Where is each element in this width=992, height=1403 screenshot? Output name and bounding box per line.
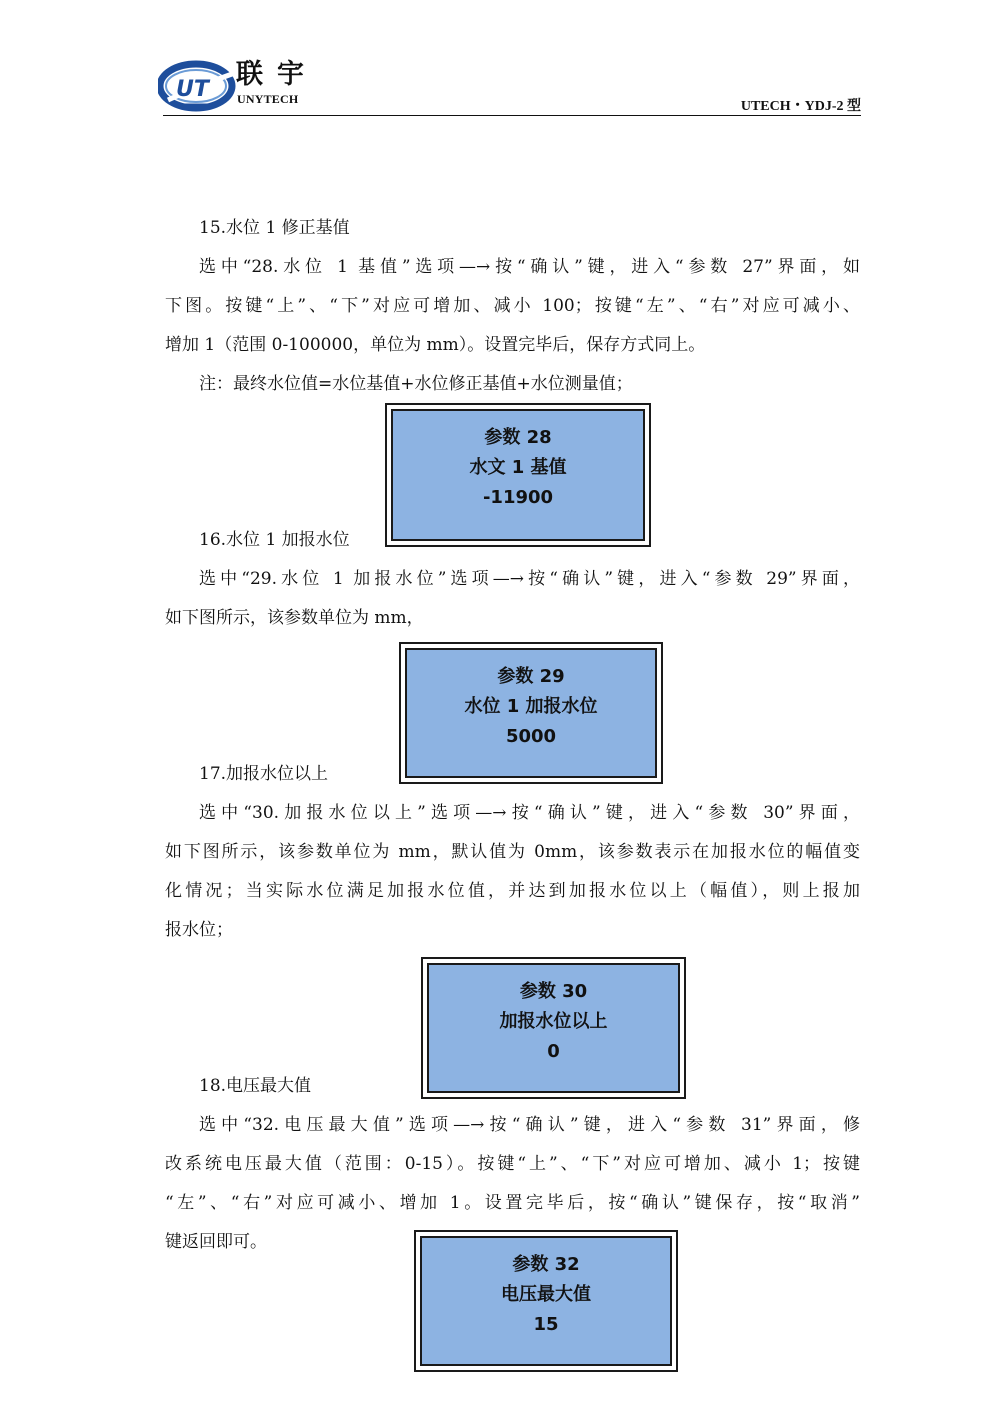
panel-title: 参数 29 bbox=[497, 666, 565, 687]
panel-display bbox=[427, 963, 680, 1093]
panel-label: 电压最大值 bbox=[501, 1284, 591, 1305]
panel-display bbox=[391, 409, 645, 541]
paragraph-line: 如下图所示，该参数单位为 mm， bbox=[165, 608, 424, 628]
parameter-panel bbox=[385, 403, 651, 547]
section-heading: 16.水位 1 加报水位 bbox=[199, 530, 350, 550]
paragraph-line: 选中“29.水位 1 加报水位”选项—→按“确认”键，进入“参数 29”界面， bbox=[199, 569, 860, 589]
model-label: UTECH・YDJ-2 型 bbox=[740, 99, 861, 114]
parameter-panel bbox=[421, 957, 686, 1099]
panel-value: 0 bbox=[547, 1041, 560, 1062]
paragraph-line: 下图。按键“上”、“下”对应可增加、减小 100；按键“左”、“右”对应可减小、 bbox=[165, 296, 860, 316]
parameter-panel bbox=[414, 1230, 678, 1372]
logo-chinese-name: 联宇 bbox=[236, 59, 318, 90]
paragraph-line: 选中“32.电压最大值”选项—→按“确认”键，进入“参数 31”界面，修 bbox=[199, 1115, 860, 1135]
note-line: 注：最终水位值=水位基值+水位修正基值+水位测量值； bbox=[199, 374, 633, 394]
paragraph-line: 报水位； bbox=[165, 920, 233, 940]
paragraph-line: 选中“28.水位 1 基值”选项—→按“确认”键，进入“参数 27”界面，如 bbox=[199, 257, 860, 277]
panel-label: 水文 1 基值 bbox=[469, 457, 567, 478]
logo-english-name: UNYTECH bbox=[237, 92, 299, 106]
svg-text:UT: UT bbox=[176, 77, 209, 102]
panel-display bbox=[405, 648, 657, 778]
paragraph-line: “左”、“右”对应可减小、增加 1。设置完毕后，按“确认”键保存，按“取消” bbox=[165, 1193, 860, 1213]
panel-value: 15 bbox=[533, 1314, 559, 1335]
panel-display bbox=[420, 1236, 672, 1366]
header-rule bbox=[163, 115, 861, 116]
section-heading: 17.加报水位以上 bbox=[199, 764, 329, 784]
panel-value: -11900 bbox=[482, 487, 554, 508]
parameter-panel bbox=[399, 642, 663, 784]
section-heading: 15.水位 1 修正基值 bbox=[199, 218, 350, 238]
paragraph-line: 如下图所示，该参数单位为 mm，默认值为 0mm，该参数表示在加报水位的幅值变 bbox=[165, 842, 860, 862]
paragraph-line: 化情况；当实际水位满足加报水位值，并达到加报水位以上（幅值），则上报加 bbox=[165, 881, 860, 901]
panel-label: 水位 1 加报水位 bbox=[464, 696, 598, 717]
paragraph-line: 键返回即可。 bbox=[165, 1232, 267, 1252]
panel-title: 参数 28 bbox=[484, 427, 552, 448]
panel-title: 参数 30 bbox=[519, 981, 588, 1002]
panel-title: 参数 32 bbox=[512, 1254, 580, 1275]
section-heading: 18.电压最大值 bbox=[199, 1076, 312, 1096]
paragraph-line: 选中“30.加报水位以上”选项—→按“确认”键，进入“参数 30”界面， bbox=[199, 803, 860, 823]
panel-value: 5000 bbox=[505, 726, 557, 747]
paragraph-line: 改系统电压最大值（范围：0-15）。按键“上”、“下”对应可增加、减小 1；按键 bbox=[165, 1154, 860, 1174]
paragraph-line: 增加 1（范围 0-100000，单位为 mm）。设置完毕后，保存方式同上。 bbox=[165, 335, 706, 355]
panel-label: 加报水位以上 bbox=[499, 1011, 608, 1032]
